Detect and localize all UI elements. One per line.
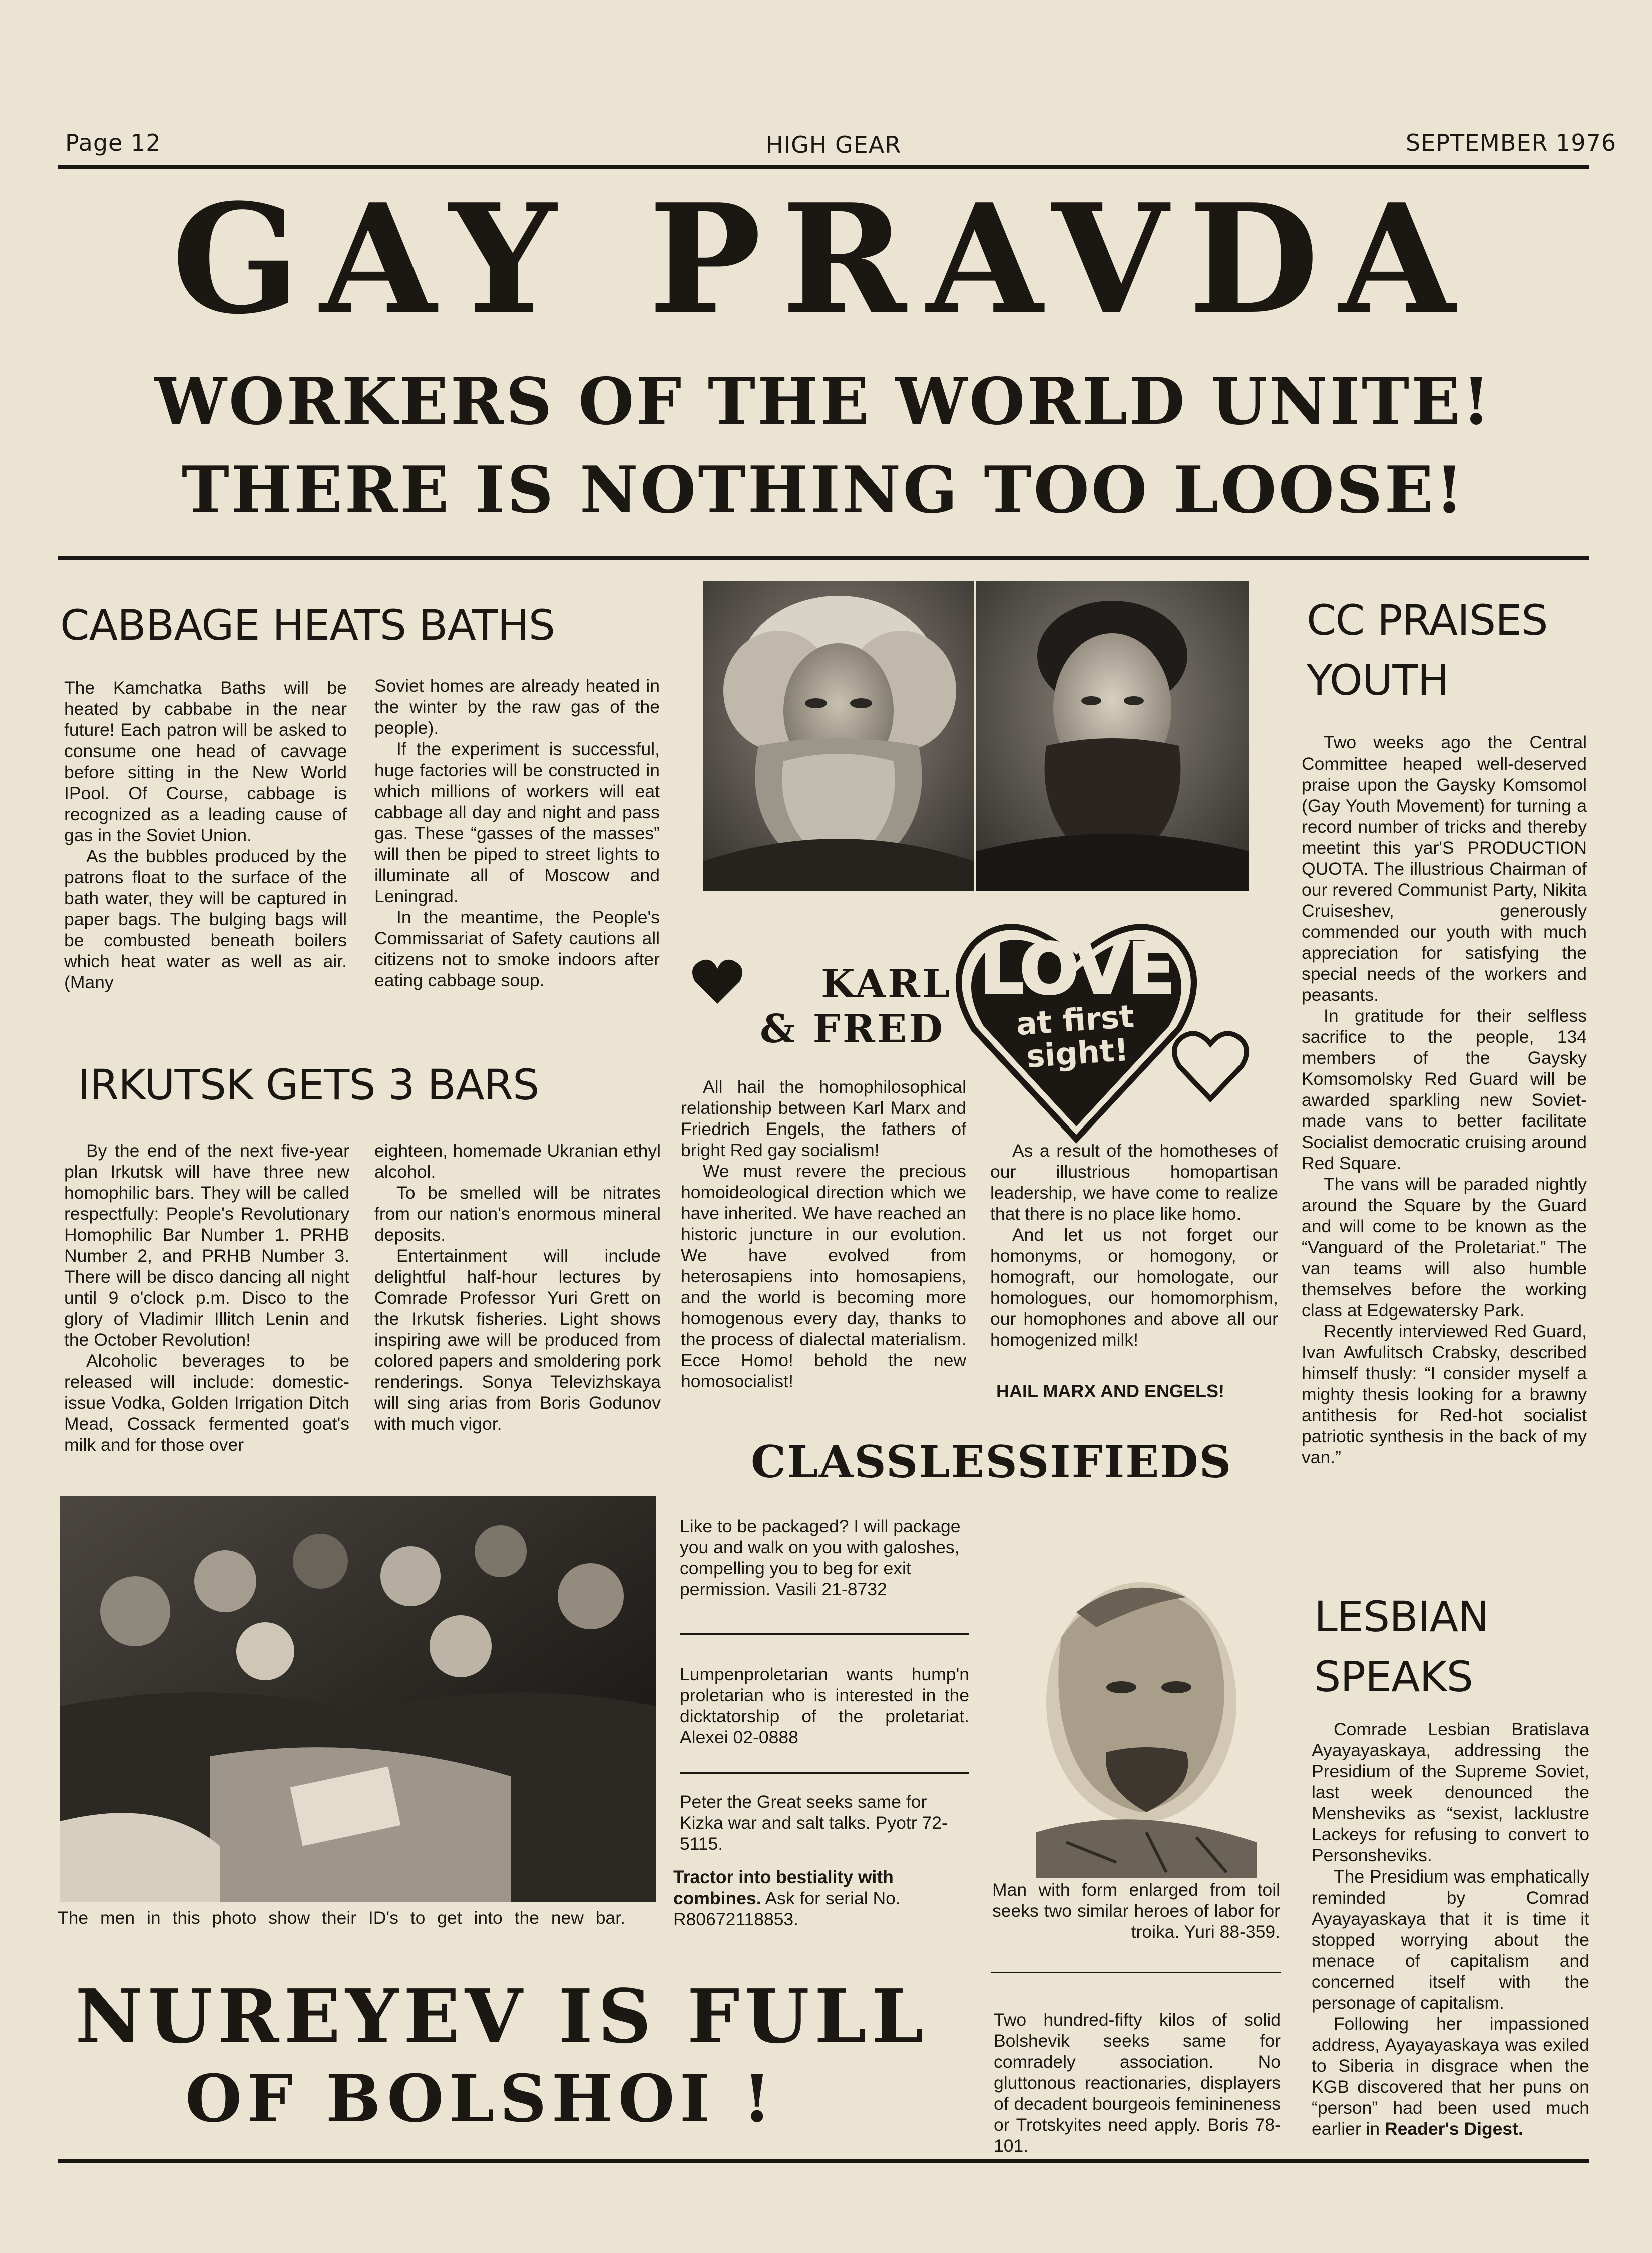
classified-ad-2: Lumpenproletarian wants hump'n proletarian who is interested in the dicktatorship of the proletariat. Alexei 02-0888 bbox=[680, 1664, 969, 1747]
masthead-rule bbox=[58, 556, 1589, 560]
cc-paragraph: In gratitude for their selfless sacrifice to the people, 134 members of the Gaysky Komsomolsky Red Guard will be awarded sparkling new Soviet-made vans to better facilitate Socialist democratic cruising around Red Square. bbox=[1302, 1006, 1587, 1173]
fred-caption: & FRED bbox=[760, 1006, 945, 1052]
engels-portrait bbox=[976, 581, 1249, 891]
karl-paragraph: All hail the homophilosophical relationship between Karl Marx and Friedrich Engels, the fathers of bright Red gay socialism! bbox=[681, 1077, 966, 1160]
classified-divider bbox=[680, 1772, 969, 1774]
irkutsk-column-1 bbox=[64, 1140, 349, 1455]
lesbian-paragraph: Comrade Lesbian Bratislava Ayayayaskaya, addressing the Presidium of the Supreme Soviet, last week denounced the Mensheviks as “sexist, lacklustre Lackeys for refusing to convert to Personsheviks. bbox=[1312, 1719, 1589, 1865]
bar-photo bbox=[60, 1496, 656, 1902]
lesbian-headline-1: LESBIAN bbox=[1314, 1592, 1489, 1641]
cc-headline-2: YOUTH bbox=[1307, 656, 1449, 705]
cabbage-paragraph: If the experiment is successful, huge factories will be constructed in which millions of workers will eat cabbage all day and night and pass gas. These “gasses of the masses” will then be piped to street lights to illuminate all of Moscow and Leningrad. bbox=[374, 739, 660, 906]
bar-photo-caption: The men in this photo show their ID's to get into the new bar. bbox=[58, 1908, 625, 1928]
karl-column-2 bbox=[990, 1140, 1278, 1350]
paper-name: HIGH GEAR bbox=[766, 131, 902, 158]
nureyev-line-1: NUREYEV IS FULL bbox=[75, 1973, 929, 2060]
irkutsk-paragraph: By the end of the next five-year plan Irkutsk will have three new homophilic bars. They will be called respectfully: People's Revolutionary Homophilic Bar Number 1. PRHB Number 2, and PRHB Number 3. There will be disco dancing all night until 9 o'clock p.m. Disco to the glory of Vladimir Illitch Lenin and the October Revolution! bbox=[64, 1141, 349, 1350]
karl-paragraph: We must revere the precious homoideological direction which we have inherited. We have reached an historic juncture in our evolution. We have evolved from heterosapiens into homosapiens, and the world is becoming more homogenous every day, thanks to the process of dialectal materialism. Ecce Homo! behold the new homosocialist! bbox=[681, 1161, 966, 1391]
footer-rule bbox=[58, 2159, 1589, 2163]
marx-portrait bbox=[703, 581, 974, 891]
lesbian-paragraph-text: Following her impassioned address, Ayayayaskaya was exiled to Siberia in disgrace when the KGB discovered that her puns on “person” had been used much earlier in bbox=[1312, 2014, 1589, 2139]
karl-paragraph: And let us not forget our homonyms, or homogony, or homograft, our homologate, our homologues, our homomorphism, our homophones and above all our homogenized milk! bbox=[990, 1225, 1278, 1350]
irkutsk-column-2 bbox=[374, 1140, 661, 1434]
classified-ad-6: Two hundred-fifty kilos of solid Bolshevik seeks same for comradely association. No gluttonous reactionaries, displayers of decadent bourgeois feminineness or Trotskyites need apply. Boris 78-101. bbox=[994, 2010, 1281, 2156]
small-heart-icon bbox=[690, 956, 745, 1006]
classified-ad-4-rest: Ask for serial No. R80672118853. bbox=[673, 1888, 901, 1929]
cabbage-paragraph: Soviet homes are already heated in the winter by the raw gas of the people). bbox=[374, 676, 660, 738]
karl-caption: KARL bbox=[821, 961, 952, 1007]
cabbage-paragraph: As the bubbles produced by the patrons float to the surface of the bath water, they will be captured in paper bags. The bulging bags will be combusted beneath boilers which heat water as well as air. (Many bbox=[64, 846, 347, 992]
classified-ad-4 bbox=[673, 1866, 969, 1930]
masthead-title: GAY PRAVDA bbox=[171, 171, 1476, 347]
readers-digest: Reader's Digest. bbox=[1385, 2119, 1523, 2139]
nureyev-line-2: OF BOLSHOI ! bbox=[185, 2060, 776, 2137]
cc-headline-1: CC PRAISES bbox=[1307, 596, 1548, 645]
lesbian-headline-2: SPEAKS bbox=[1314, 1652, 1473, 1701]
cc-article bbox=[1302, 732, 1587, 1468]
lesbian-article bbox=[1312, 1719, 1589, 2139]
classified-divider bbox=[991, 1972, 1281, 1973]
cc-paragraph: The vans will be paraded nightly around the Square by the Guard and will come to be known as the “Vanguard of the Proletariat.” The van teams will also humble themselves before the working class at Edgewatersky Park. bbox=[1302, 1174, 1587, 1320]
first-sight-text: at first sight! bbox=[1015, 997, 1135, 1075]
header-rule bbox=[58, 165, 1589, 169]
cabbage-column-1 bbox=[64, 677, 347, 993]
karl-paragraph: As a result of the homotheses of our illustrious homopartisan leadership, we have come to realize that there is no place like homo. bbox=[990, 1141, 1278, 1224]
classified-ad-5: Man with form enlarged from toil seeks two similar heroes of labor for troika. Yuri 88-359. bbox=[992, 1880, 1280, 1942]
cabbage-paragraph: The Kamchatka Baths will be heated by cabbabe in the near future! Each patron will be asked to consume one head of cavvage before sitting in the New World IPool. Of Course, cabbage is recognized as a leading cause of gas in the Soviet Union. bbox=[64, 678, 347, 845]
lesbian-paragraph: The Presidium was emphatically reminded by Comrad Ayayayaskaya that it is time it stopped worrying about the menace of capitalism and concerned itself with the personage of capitalism. bbox=[1312, 1866, 1589, 2013]
irkutsk-paragraph: Alcoholic beverages to be released will include: domestic-issue Vodka, Golden Irrigation Ditch Mead, Cossack fermented goat's milk and for those over bbox=[64, 1351, 349, 1455]
cabbage-headline: CABBAGE HEATS BATHS bbox=[60, 601, 555, 650]
irkutsk-paragraph: Entertainment will include delightful half-hour lectures by Comrade Professor Yuri Grett on the Irkutsk fisheries. Light shows inspiring awe will be produced from colored papers and smoldering pork renderings. Sonya Televizhskaya will sing arias from Boris Godunov with much vigor. bbox=[374, 1246, 661, 1434]
irkutsk-paragraph: eighteen, homemade Ukranian ethyl alcohol. bbox=[374, 1141, 661, 1182]
issue-date: SEPTEMBER 1976 bbox=[1406, 129, 1617, 156]
classified-divider bbox=[680, 1633, 969, 1635]
irkutsk-headline: IRKUTSK GETS 3 BARS bbox=[78, 1060, 539, 1109]
lenin-sketch bbox=[996, 1552, 1277, 1878]
irkutsk-paragraph: To be smelled will be nitrates from our nation's enormous mineral deposits. bbox=[374, 1183, 661, 1245]
cabbage-paragraph: In the meantime, the People's Commissariat of Safety cautions all citizens not to smoke indoors after eating cabbage soup. bbox=[374, 907, 660, 990]
love-text: LOVE bbox=[979, 929, 1173, 1010]
classified-ad-3: Peter the Great seeks same for Kizka war and salt talks. Pyotr 72-5115. bbox=[680, 1792, 948, 1854]
classifieds-headline: CLASSLESSIFIEDS bbox=[751, 1436, 1232, 1488]
cabbage-column-2 bbox=[374, 675, 660, 991]
cc-paragraph: Recently interviewed Red Guard, Ivan Awfulitsch Crabsky, described himself thusly: “I consider myself a mighty thesis looking for a brawny antithesis for Red-hot socialist patriotic synthesis in the back of my van.” bbox=[1302, 1321, 1587, 1467]
outline-heart-icon bbox=[1170, 1029, 1251, 1104]
classified-ad-4-bold: Tractor into bestiality with combines. bbox=[673, 1867, 894, 1908]
cc-paragraph: Two weeks ago the Central Committee heaped well-deserved praise upon the Gaysky Komsomol (Gay Youth Movement) for turning a record number of tricks and thereby meetint this yar'S PRODUCTION QUOTA. The illustrious Chairman of our revered Communist Party, Nikita Cruiseshev, generously commended our youth with much appreciation for satisfying the special needs of the workers and peasants. bbox=[1302, 732, 1587, 1005]
slogan-line-2: THERE IS NOTHING TOO LOOSE! bbox=[181, 453, 1466, 528]
page-number: Page 12 bbox=[65, 129, 161, 156]
karl-column-1 bbox=[681, 1076, 966, 1392]
hail-marx: HAIL MARX AND ENGELS! bbox=[996, 1381, 1225, 1401]
classified-ad-1: Like to be packaged? I will package you and walk on you with galoshes, compelling you to beg for exit permission. Vasili 21-8732 bbox=[680, 1516, 961, 1599]
slogan-line-1: WORKERS OF THE WORLD UNITE! bbox=[155, 364, 1492, 439]
lesbian-paragraph bbox=[1312, 2013, 1589, 2139]
